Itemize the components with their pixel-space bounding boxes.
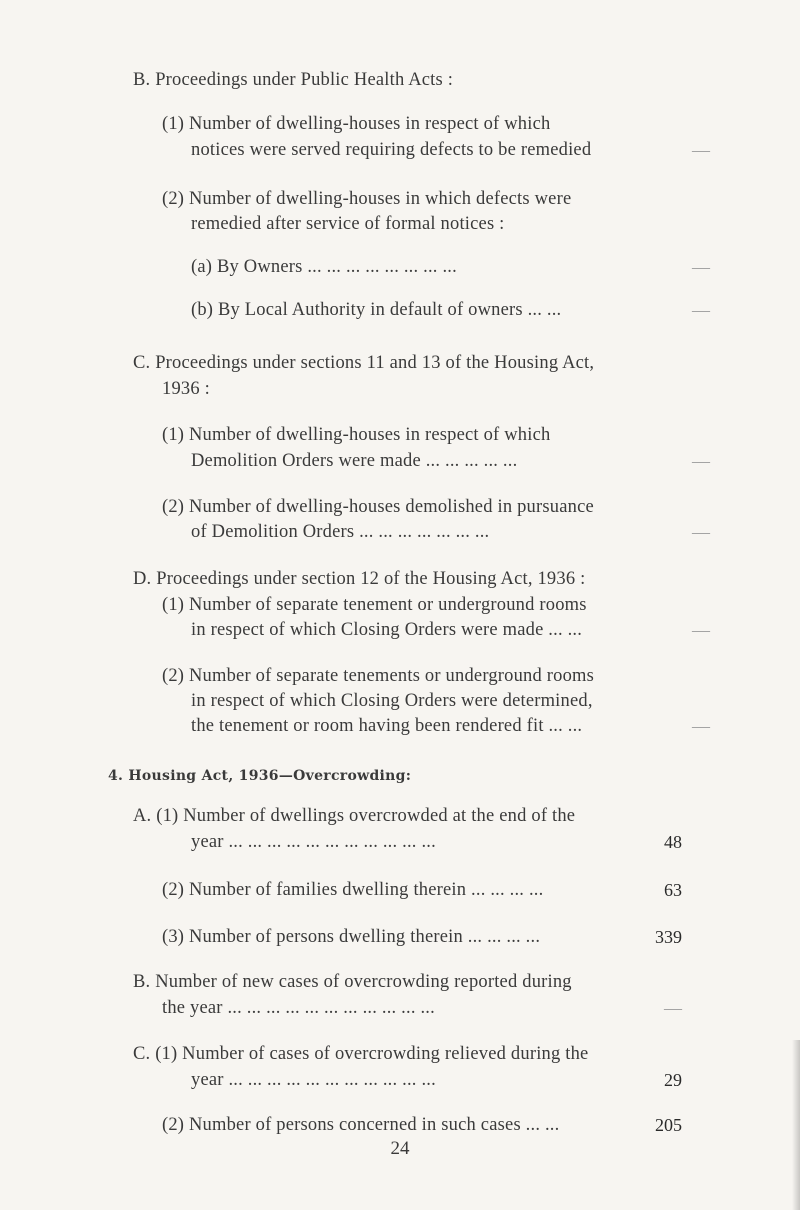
section-c-item1-line1: (1) Number of dwelling-houses in respect of which (162, 425, 551, 445)
page-edge-shadow (792, 1040, 800, 1210)
overcrowding-a2-value: 63 (664, 880, 682, 900)
overcrowding-a1-line2: year ... ... ... ... ... ... ... ... ... ... ... (191, 832, 436, 852)
overcrowding-a2-label: (2) Number of families dwelling therein ... ... ... ... (162, 880, 544, 900)
section-d-item1-value: — (692, 620, 710, 640)
section-b-item1-line2: notices were served requiring defects to be remedied (191, 140, 592, 160)
section-d-item2-line1: (2) Number of separate tenements or underground rooms (162, 666, 595, 686)
section-c-item2-value: — (692, 522, 710, 542)
section-c-item1-line2: Demolition Orders were made ... ... ... ... ... (191, 451, 518, 471)
section-b-item2a-value: — (692, 257, 710, 277)
overcrowding-b-value: — (664, 998, 682, 1018)
overcrowding-c1-line2: year ... ... ... ... ... ... ... ... ... ... ... (191, 1070, 436, 1090)
section-c-heading-line1: C. Proceedings under sections 11 and 13 of the Housing Act, (133, 353, 595, 373)
overcrowding-a1-value: 48 (664, 832, 682, 852)
section-d-item2-line2: in respect of which Closing Orders were determined, (191, 691, 593, 711)
section-c-item2-line2: of Demolition Orders ... ... ... ... ... ... ... (191, 522, 490, 542)
overcrowding-b-line2: the year ... ... ... ... ... ... ... ... ... ... ... (162, 998, 435, 1018)
section-b-heading: B. Proceedings under Public Health Acts : (133, 70, 454, 90)
section-b-item1-line1: (1) Number of dwelling-houses in respect of which (162, 114, 551, 134)
overcrowding-b-line1: B. Number of new cases of overcrowding reported during (133, 972, 572, 992)
section-d-heading: D. Proceedings under section 12 of the Housing Act, 1936 : (133, 569, 586, 589)
section-c-heading-line2: 1936 : (162, 379, 210, 399)
section-b-item2-line1: (2) Number of dwelling-houses in which defects were (162, 189, 572, 209)
section-b-item2a-label: (a) By Owners ... ... ... ... ... ... ... ... (191, 257, 457, 277)
section-b-item2b-value: — (692, 300, 710, 320)
overcrowding-c2-label: (2) Number of persons concerned in such cases ... ... (162, 1115, 560, 1135)
section-d-item1-line1: (1) Number of separate tenement or underground rooms (162, 595, 587, 615)
section-c-item2-line1: (2) Number of dwelling-houses demolished in pursuance (162, 497, 594, 517)
overcrowding-a3-label: (3) Number of persons dwelling therein ... ... ... ... (162, 927, 541, 947)
section-c-item1-value: — (692, 451, 710, 471)
overcrowding-c1-line1: C. (1) Number of cases of overcrowding relieved during the (133, 1044, 589, 1064)
section-b-item1-value: — (692, 140, 710, 160)
overcrowding-a3-value: 339 (655, 927, 682, 947)
overcrowding-a1-line1: A. (1) Number of dwellings overcrowded at the end of the (133, 806, 576, 826)
overcrowding-c1-value: 29 (664, 1070, 682, 1090)
section-d-item1-line2: in respect of which Closing Orders were made ... ... (191, 620, 583, 640)
section-d-item2-line3: the tenement or room having been rendered fit ... ... (191, 716, 583, 736)
section-d-item2-value: — (692, 716, 710, 736)
section-b-item2b-label: (b) By Local Authority in default of owners ... ... (191, 300, 562, 320)
overcrowding-heading: 4. Housing Act, 1936—Overcrowding: (108, 768, 412, 784)
page-number: 24 (390, 1138, 410, 1159)
overcrowding-c2-value: 205 (655, 1115, 682, 1135)
section-b-item2-line2: remedied after service of formal notices : (191, 214, 505, 234)
